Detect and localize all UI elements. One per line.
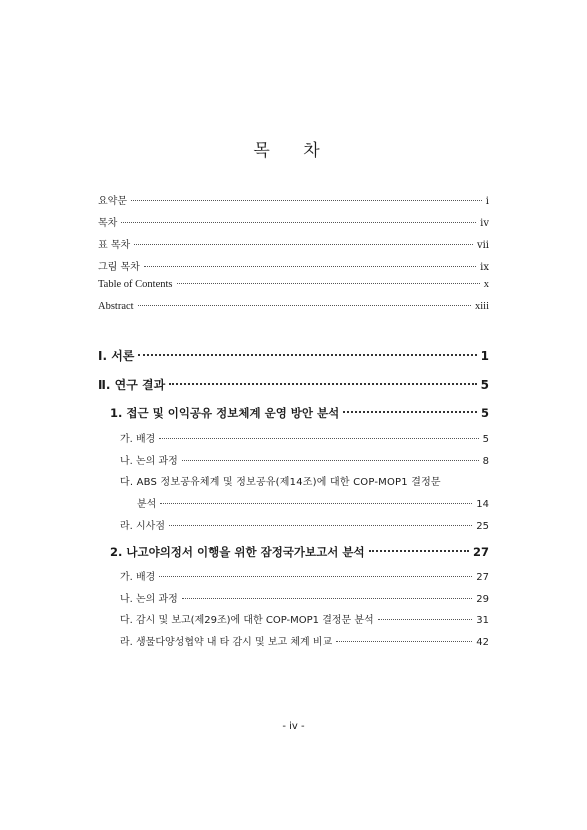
leader-dots	[182, 460, 479, 461]
leader-dots	[159, 438, 478, 439]
toc-subsection[interactable]	[120, 430, 489, 445]
toc-label: 표 목차	[98, 240, 131, 251]
toc-label: 목차	[98, 218, 118, 229]
toc-section[interactable]	[110, 544, 489, 560]
toc-label: 라. 시사점	[120, 521, 165, 532]
leader-dots	[159, 576, 472, 577]
toc-page: 14	[476, 499, 489, 510]
toc-chapter[interactable]	[98, 347, 489, 364]
toc-entry[interactable]	[98, 236, 489, 251]
toc-label: 다. 감시 및 보고(제29조)에 대한 COP-MOP1 결정문 분석	[120, 615, 374, 626]
leader-dots	[169, 383, 476, 385]
toc-subsection-continuation[interactable]	[137, 495, 489, 510]
toc-chapter[interactable]	[98, 376, 489, 393]
toc-subsection[interactable]	[120, 452, 489, 467]
toc-label: 그림 목차	[98, 262, 140, 273]
leader-dots	[169, 525, 472, 526]
toc-page: iv	[480, 218, 489, 229]
toc-label: 나. 논의 과정	[120, 594, 178, 605]
toc-page: 8	[482, 456, 489, 467]
toc-entry[interactable]	[98, 301, 489, 312]
toc-label: Ⅱ. 연구 결과	[98, 378, 166, 392]
toc-label: Ⅰ. 서론	[98, 349, 135, 363]
toc-label: 1. 접근 및 이익공유 정보체계 운영 방안 분석	[110, 406, 340, 420]
toc-subsection[interactable]	[120, 473, 441, 488]
toc-label: 가. 배경	[120, 434, 156, 445]
toc-label: 2. 나고야의정서 이행을 위한 잠정국가보고서 분석	[110, 545, 365, 559]
leader-dots	[378, 619, 473, 620]
toc-label: 요약문	[98, 196, 127, 207]
page-number-footer: - iv -	[282, 721, 305, 732]
toc-entry[interactable]	[98, 214, 489, 229]
toc-label: 다. ABS 정보공유체계 및 정보공유(제14조)에 대한 COP-MOP1 결정문	[120, 477, 441, 488]
toc-section[interactable]	[110, 405, 489, 421]
toc-label: 가. 배경	[120, 572, 156, 583]
toc-label: Abstract	[98, 301, 134, 312]
toc-page: i	[485, 196, 489, 207]
toc-page: 5	[480, 378, 489, 392]
toc-page: 27	[476, 572, 489, 583]
toc-subsection[interactable]	[120, 568, 489, 583]
leader-dots	[134, 244, 473, 245]
toc-page: x	[483, 279, 489, 290]
leader-dots	[182, 598, 472, 599]
toc-label: Table of Contents	[98, 279, 173, 290]
toc-page: 31	[476, 615, 489, 626]
leader-dots	[144, 266, 476, 267]
leader-dots	[138, 305, 471, 306]
leader-dots	[177, 283, 480, 284]
toc-page: 5	[480, 406, 489, 420]
toc-page: 27	[472, 545, 489, 559]
leader-dots	[138, 354, 476, 356]
toc-subsection[interactable]	[120, 611, 489, 626]
toc-entry[interactable]	[98, 258, 489, 273]
toc-page: 25	[476, 521, 489, 532]
page-title: 목 차	[253, 141, 334, 161]
toc-page: 5	[482, 434, 489, 445]
toc-label: 분석	[137, 499, 157, 510]
leader-dots	[343, 411, 477, 413]
toc-page: ix	[480, 262, 489, 273]
toc-subsection[interactable]	[120, 633, 489, 648]
leader-dots	[369, 550, 469, 552]
toc-page: 42	[476, 637, 489, 648]
leader-dots	[336, 641, 472, 642]
toc-page: vii	[476, 240, 489, 251]
toc-subsection[interactable]	[120, 590, 489, 605]
leader-dots	[160, 503, 472, 504]
toc-subsection[interactable]	[120, 517, 489, 532]
leader-dots	[121, 222, 476, 223]
toc-page: xiii	[474, 301, 489, 312]
toc-page: 1	[480, 349, 489, 363]
toc-label: 라. 생물다양성협약 내 타 감시 및 보고 체계 비교	[120, 637, 333, 648]
toc-page: 29	[476, 594, 489, 605]
toc-entry[interactable]	[98, 192, 489, 207]
toc-entry[interactable]	[98, 279, 489, 290]
toc-label: 나. 논의 과정	[120, 456, 178, 467]
leader-dots	[131, 200, 482, 201]
